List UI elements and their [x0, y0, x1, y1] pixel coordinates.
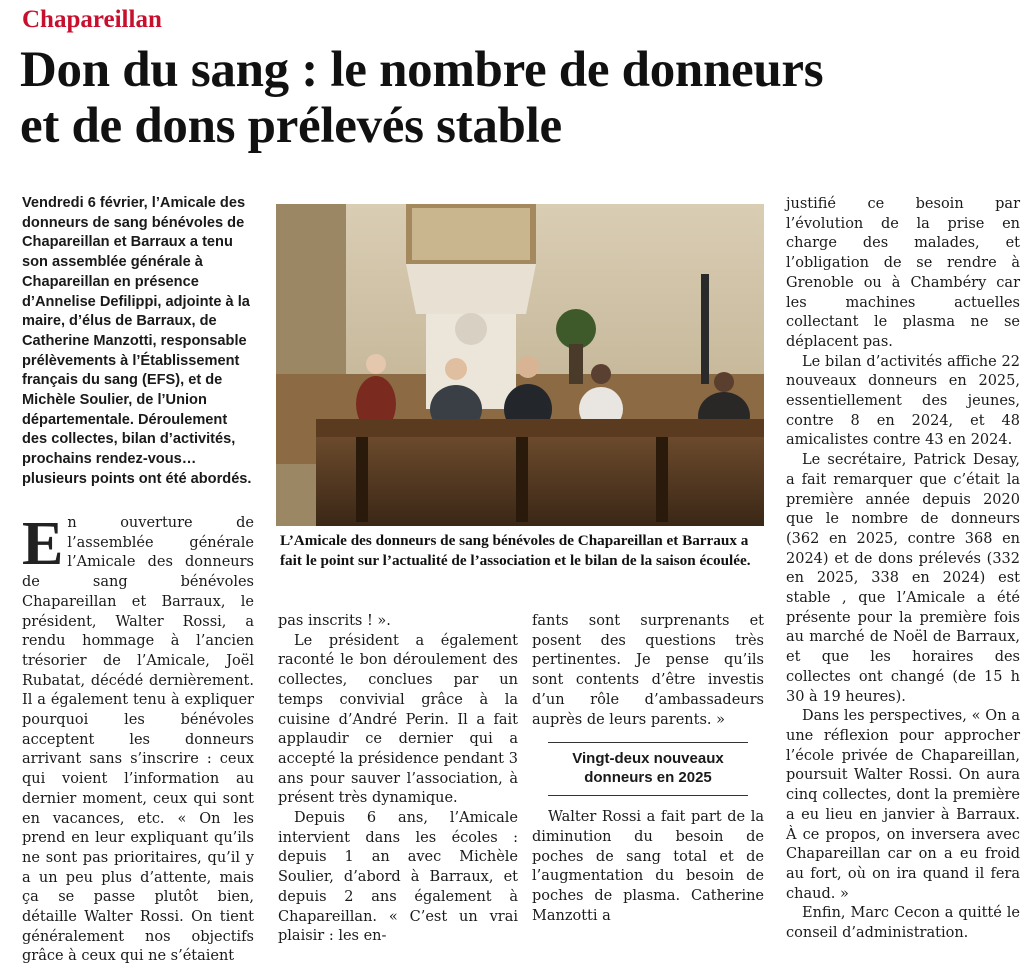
headline — [20, 42, 1020, 154]
photo-illustration — [276, 204, 764, 526]
article-lead — [22, 194, 254, 490]
drop-cap: E — [22, 510, 64, 578]
lead-text: Vendredi 6 février, l’Amicale des donneurs de sang bénévoles de Chapareillan et Barraux a tenu son assemblée générale à Chapareillan en présence d’Annelise Defilippi, adjointe à la maire, d’élus de Barraux, de Catherine Manzotti, responsable prélèvements à l’Établissement français du sang (EFS), et de Michèle Soulier, de l’Union départementale. Déroulement des collectes, bilan d’activités, prochains rendez-vous… plusieurs points ont été abordés. — [22, 195, 252, 487]
column-3 — [532, 612, 764, 926]
headline-line-2: et de dons prélevés stable — [20, 98, 562, 154]
paragraph-3: Depuis 6 ans, l’Amicale intervient dans les écoles : depuis 1 an avec Michèle Soulier, d’abord à Barraux, et depuis 2 ans également à Chapareillan. « C’est un vrai plaisir : les en- — [278, 810, 518, 945]
paragraph-1: n ouverture de l’assemblée générale l’Amicale des donneurs de sang bénévoles Chapareillan et Barraux, le président, Walter Rossi, a rendu hommage à l’ancien trésorier de l’Amicale, Joël Rubatat, décédé dernièrement. Il a également tenu à expliquer pourquoi les bénévoles acceptent les donneurs arrivant sans s’inscrire : ceux qui voient l’information au dernier moment, ceux qui sont en vacances, etc. « On les prend en leur expliquant qu’ils ne sont pas prioritaires, qu’il y a un peu plus d’attente, mais ça se passe plutôt bien, détaille Walter Rossi. On tient généralement nos objectifs grâce à ceux qui ne s’étaient — [22, 515, 254, 965]
article-photo — [276, 204, 764, 526]
paragraph-7: Dans les perspectives, « On a une réflexion pour approcher l’école privée de Chapareillan, poursuit Walter Rossi. On aura cinq collectes, dont la première a eu lieu en janvier à Barraux. À ce propos, on inversera avec Chapareillan car on a eu froid au fort, où on ira quand il fera chaud. » — [786, 708, 1020, 902]
headline-line-1: Don du sang : le nombre de donneurs — [20, 42, 824, 98]
column-4 — [786, 195, 1020, 944]
column-2 — [278, 612, 518, 947]
paragraph-4-continued: justifié ce besoin par l’évolution de la prise en charge des malades, et l’obligation de se rendre à Grenoble ou à Chambéry car les machines actuelles collectant le plasma ne se déplacent pas. — [786, 196, 1020, 350]
intertitle: Vingt-deux nouveaux donneurs en 2025 — [548, 742, 748, 796]
paragraph-2: Le président a également raconté le bon déroulement des collectes, conclues par un temps convivial grâce à la cuisine d’André Perin. Il a fait applaudir ce dernier qui a accepté la présidence pendant 3 ans pour sauver l’association, à présent très dynamique. — [278, 632, 518, 807]
paragraph-6: Le secrétaire, Patrick Desay, a fait remarquer que c’était la première année depuis 2020 que le nombre de donneurs (362 en 2025, contre 368 en 2024) et de dons prélevés (332 en 2025, 338 en 2024) est stable , que l’Amicale a été présente pour la première fois au marché de Noël de Barraux, et que les horaires des collectes ont changé (de 15 h 30 à 19 heures). — [786, 452, 1020, 705]
paragraph-3-continued: fants sont surprenants et posent des questions très pertinentes. Je pense qu’ils sont contents d’être investis d’un rôle d’ambassadeurs auprès de leurs parents. » — [532, 613, 764, 728]
paragraph-8: Enfin, Marc Cecon a quitté le conseil d’administration. — [786, 905, 1020, 942]
paragraph-5: Le bilan d’activités affiche 22 nouveaux donneurs en 2025, essentiellement des jeunes, contre 8 en 2024, et 48 amicalistes contre 43 en 2024. — [786, 353, 1020, 449]
paragraph-4: Walter Rossi a fait part de la diminution du besoin de poches de sang total et de l’augmentation du besoin de poches de plasma. Catherine Manzotti a — [532, 809, 764, 924]
column-1 — [22, 510, 254, 967]
paragraph-1-continued: pas inscrits ! ». — [278, 613, 391, 629]
kicker-rubric: Chapareillan — [22, 6, 162, 33]
photo-caption: L’Amicale des donneurs de sang bénévoles de Chapareillan et Barraux a fait le point sur l’actualité de l’association et le bilan de la saison écoulée. — [280, 532, 751, 569]
